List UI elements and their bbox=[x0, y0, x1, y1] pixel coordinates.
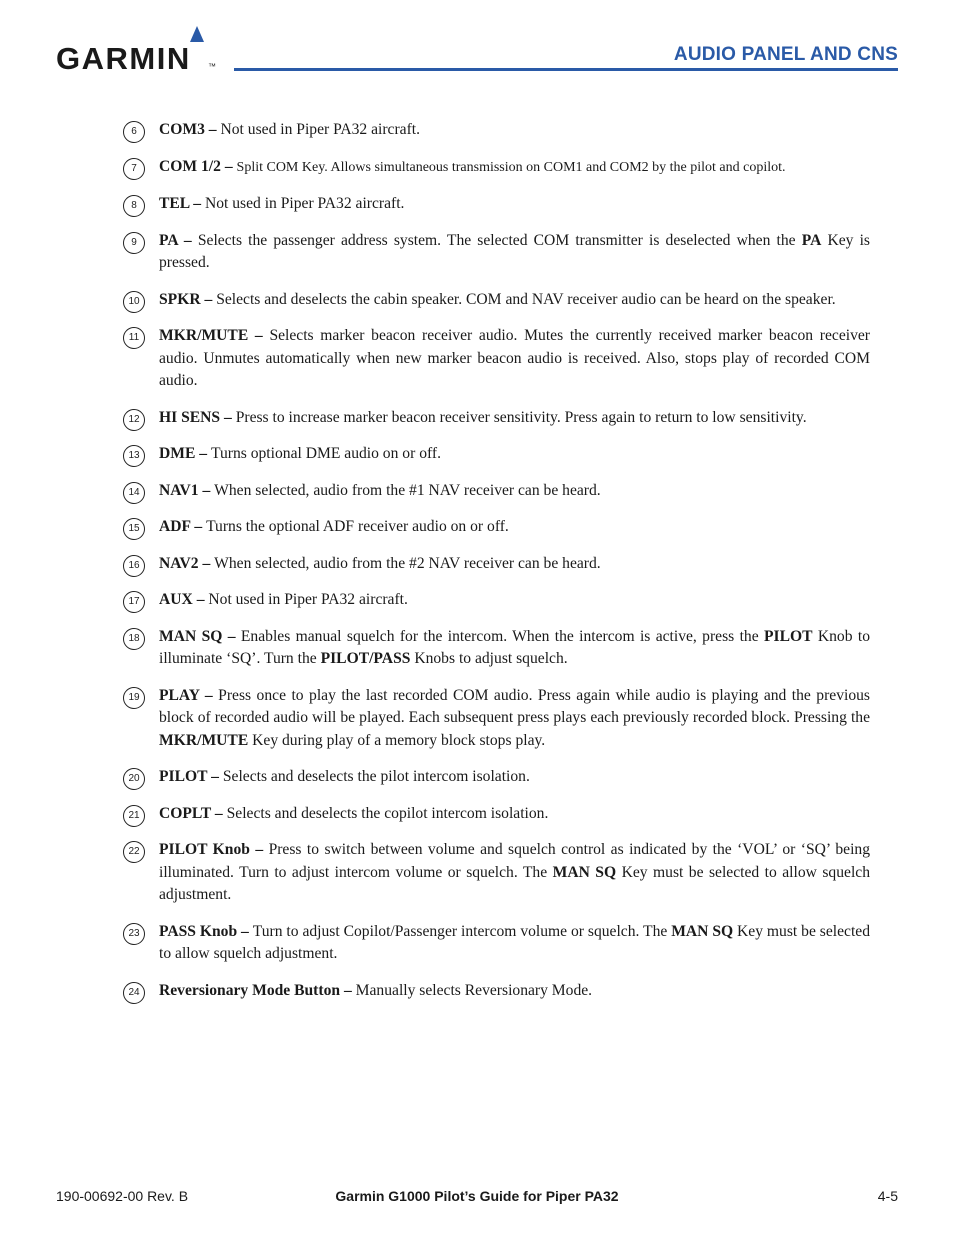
key-name: MKR/MUTE bbox=[159, 731, 249, 749]
description-text: Knob to illuminate ‘SQ’. Turn the bbox=[159, 627, 870, 667]
separator: – bbox=[249, 841, 269, 858]
description-text: Selects and deselects the copilot intercom isolation. bbox=[226, 804, 549, 822]
separator: – bbox=[204, 121, 221, 138]
separator: – bbox=[200, 290, 217, 308]
description-text: Turns optional DME audio on or off. bbox=[210, 445, 441, 462]
callout-number: 16 bbox=[123, 555, 145, 577]
separator: – bbox=[195, 445, 211, 462]
key-name: NAV1 bbox=[159, 481, 199, 499]
list-item bbox=[123, 325, 870, 393]
separator: – bbox=[207, 768, 223, 785]
list-item bbox=[123, 626, 870, 671]
key-name: MAN SQ bbox=[159, 627, 223, 645]
key-name: HI SENS bbox=[159, 408, 221, 426]
description-text: Split COM Key. Allows simultaneous transmission on COM1 and COM2 by the pilot and copilot. bbox=[236, 159, 786, 175]
description-text: Press to switch between volume and squelch control as indicated by the ‘VOL’ or ‘SQ’ being illuminated. Turn to adjust intercom volume or squelch. The bbox=[159, 841, 870, 881]
separator: – bbox=[192, 591, 209, 608]
callout-number: 22 bbox=[123, 841, 145, 863]
separator: – bbox=[248, 327, 270, 344]
callout-number: 24 bbox=[123, 982, 145, 1004]
callout-number: 12 bbox=[123, 409, 145, 431]
list-item bbox=[123, 839, 870, 907]
key-name: Reversionary Mode Button bbox=[159, 981, 341, 999]
callout-number: 11 bbox=[123, 327, 145, 349]
description-text: Turn to adjust Copilot/Passenger intercom volume or squelch. The bbox=[252, 922, 672, 940]
page-footer bbox=[56, 1188, 898, 1210]
list-item bbox=[123, 407, 870, 430]
callout-number: 10 bbox=[123, 291, 145, 313]
description-text: When selected, audio from the #2 NAV receiver can be heard. bbox=[214, 554, 601, 572]
key-name: PILOT bbox=[159, 768, 208, 785]
separator: – bbox=[189, 195, 205, 212]
list-item bbox=[123, 803, 870, 826]
separator: – bbox=[177, 231, 198, 249]
guide-title: Garmin G1000 Pilot’s Guide for Piper PA32 bbox=[335, 1188, 619, 1204]
key-name: PA bbox=[801, 231, 822, 249]
key-name: MKR/MUTE bbox=[159, 327, 249, 344]
description-text: Manually selects Reversionary Mode. bbox=[355, 981, 593, 999]
callout-number: 21 bbox=[123, 805, 145, 827]
svg-text:™: ™ bbox=[208, 62, 216, 71]
list-item bbox=[123, 766, 870, 789]
svg-text:GARMIN: GARMIN bbox=[56, 41, 191, 74]
key-name: COPLT bbox=[159, 804, 212, 822]
list-item bbox=[123, 193, 870, 216]
separator: – bbox=[220, 157, 237, 175]
garmin-logo bbox=[56, 24, 224, 74]
key-name: SPKR bbox=[159, 290, 201, 308]
key-name: PASS Knob bbox=[159, 922, 238, 940]
separator: – bbox=[198, 554, 215, 572]
key-name: PILOT Knob bbox=[159, 841, 250, 858]
list-item bbox=[123, 980, 870, 1003]
key-name: COM 1/2 bbox=[159, 157, 221, 175]
callout-number: 23 bbox=[123, 923, 145, 945]
callout-number: 18 bbox=[123, 628, 145, 650]
list-item bbox=[123, 480, 870, 503]
callout-number: 7 bbox=[123, 158, 145, 180]
doc-number: 190-00692-00 Rev. B bbox=[56, 1188, 189, 1204]
callout-number: 13 bbox=[123, 445, 145, 467]
callout-number: 14 bbox=[123, 482, 145, 504]
list-item bbox=[123, 685, 870, 753]
description-text: Key is pressed. bbox=[159, 231, 870, 271]
description-text: Knobs to adjust squelch. bbox=[410, 650, 568, 667]
callout-number: 15 bbox=[123, 518, 145, 540]
separator: – bbox=[190, 518, 207, 535]
description-text: Not used in Piper PA32 aircraft. bbox=[220, 121, 421, 138]
key-name: PILOT/PASS bbox=[320, 650, 411, 667]
description-text: Not used in Piper PA32 aircraft. bbox=[204, 195, 405, 212]
callout-number: 9 bbox=[123, 232, 145, 254]
key-name: ADF bbox=[159, 518, 191, 535]
description-text: Selects and deselects the cabin speaker. COM and NAV receiver audio can be heard on the speaker. bbox=[216, 290, 836, 308]
list-item bbox=[123, 553, 870, 576]
description-text: Key must be selected to allow squelch adjustment. bbox=[159, 922, 870, 962]
separator: – bbox=[237, 922, 253, 940]
key-description-list bbox=[123, 119, 870, 1016]
section-title: AUDIO PANEL AND CNS bbox=[673, 44, 898, 65]
callout-number: 20 bbox=[123, 768, 145, 790]
key-name: PLAY bbox=[159, 686, 200, 704]
description-text: Enables manual squelch for the intercom. When the intercom is active, press the bbox=[240, 627, 764, 645]
list-item bbox=[123, 443, 870, 466]
description-text: Turns the optional ADF receiver audio on or off. bbox=[206, 518, 509, 535]
key-name: MAN SQ bbox=[671, 922, 734, 940]
separator: – bbox=[211, 804, 227, 822]
list-item bbox=[123, 921, 870, 966]
page-number: 4-5 bbox=[877, 1188, 898, 1204]
list-item bbox=[123, 230, 870, 275]
key-name: TEL bbox=[159, 195, 190, 212]
description-text: Selects the passenger address system. The selected COM transmitter is deselected when the bbox=[197, 231, 802, 249]
list-item bbox=[123, 516, 870, 539]
key-name: NAV2 bbox=[159, 554, 199, 572]
key-name: MAN SQ bbox=[552, 863, 617, 881]
key-name: COM3 bbox=[159, 121, 205, 138]
key-name: PA bbox=[159, 231, 178, 249]
list-item bbox=[123, 589, 870, 612]
description-text: Selects marker beacon receiver audio. Mutes the currently received marker beacon receiver audio. Unmutes automatically when new marker beacon audio is received. Also, stops play of recorded COM audio. bbox=[159, 327, 870, 389]
description-text: Press to increase marker beacon receiver sensitivity. Press again to return to low sensitivity. bbox=[235, 408, 807, 426]
description-text: Not used in Piper PA32 aircraft. bbox=[208, 591, 408, 608]
description-text: Key must be selected to allow squelch adjustment. bbox=[159, 863, 870, 903]
list-item bbox=[123, 119, 870, 142]
separator: – bbox=[199, 686, 219, 704]
description-text: When selected, audio from the #1 NAV receiver can be heard. bbox=[214, 481, 601, 499]
description-text: Press once to play the last recorded COM audio. Press again while audio is playing and the previous block of recorded audio will be played. Each subsequent press plays each previously recorded block. Pressing the bbox=[159, 686, 870, 726]
separator: – bbox=[198, 481, 215, 499]
header-rule bbox=[234, 68, 898, 71]
list-item bbox=[123, 289, 870, 312]
separator: – bbox=[220, 408, 236, 426]
callout-number: 8 bbox=[123, 195, 145, 217]
key-name: PILOT bbox=[763, 627, 813, 645]
key-name: DME bbox=[159, 445, 196, 462]
description-text: Key during play of a memory block stops play. bbox=[248, 731, 546, 749]
callout-number: 17 bbox=[123, 591, 145, 613]
callout-number: 19 bbox=[123, 687, 145, 709]
separator: – bbox=[340, 981, 356, 999]
list-item bbox=[123, 156, 870, 180]
callout-number: 6 bbox=[123, 121, 145, 143]
description-text: Selects and deselects the pilot intercom isolation. bbox=[222, 768, 530, 785]
separator: – bbox=[222, 627, 241, 645]
key-name: AUX bbox=[159, 591, 193, 608]
